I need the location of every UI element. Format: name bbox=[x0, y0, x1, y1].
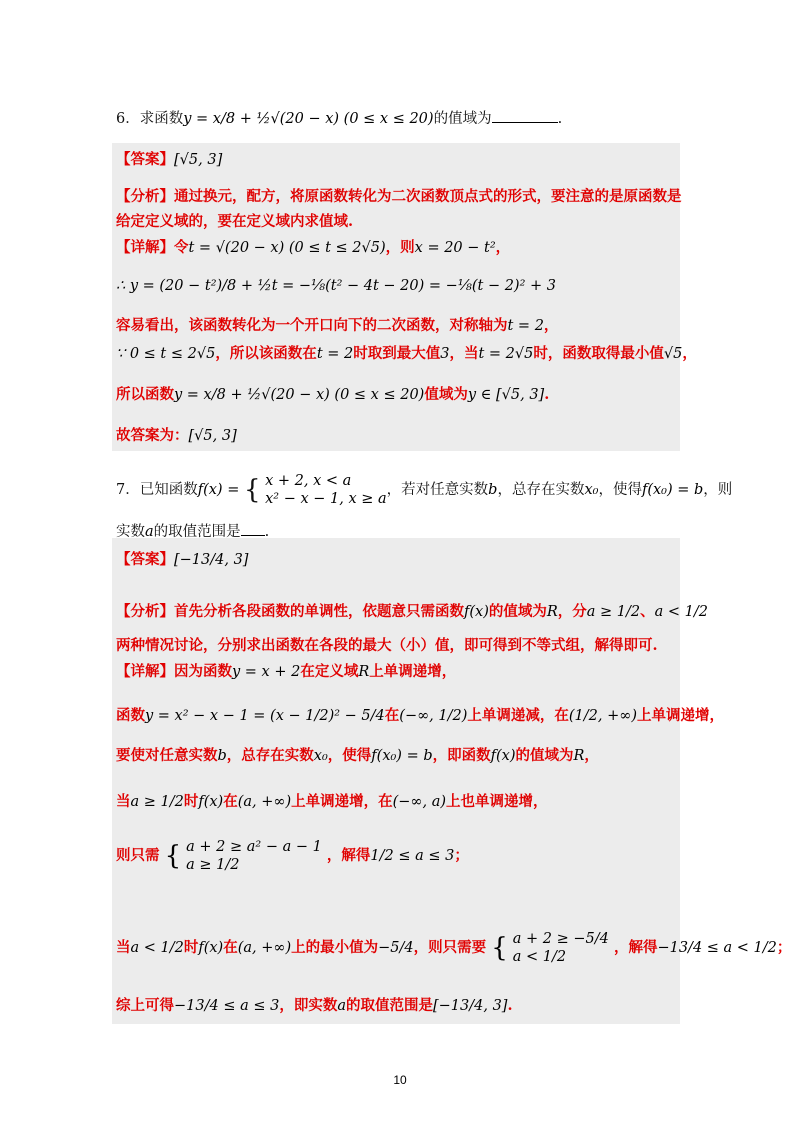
piecewise-brace: { bbox=[243, 475, 261, 505]
q7-case1: x + 2, x < a bbox=[265, 473, 352, 489]
q6-detail-line5: 所以函数y = x/8 + ½√(20 − x) (0 ≤ x ≤ 20)值域为y ∈ [√5, 3]. bbox=[116, 386, 550, 403]
q7-analysis: 【分析】首先分析各段函数的单调性，依题意只需函数f(x)的值域为R，分a ≥ 1/2、a < 1/2 bbox=[116, 603, 708, 620]
q6-detail-line2: ∴ y = (20 − t²)/8 + ½t = −⅛(t² − 4t − 20) = −⅛(t − 2)² + 3 bbox=[116, 278, 556, 294]
system-brace-2: { bbox=[491, 933, 508, 963]
q7-question-line2: 实数a的取值范围是 . bbox=[116, 521, 269, 542]
system-brace: { bbox=[164, 841, 182, 871]
q6-detail-line4: ∵ 0 ≤ t ≤ 2√5，所以该函数在t = 2时取到最大值3，当t = 2√5时，函数取得最小值√5， bbox=[116, 345, 697, 362]
q7-case2: x² − x − 1, x ≥ a bbox=[265, 491, 387, 507]
q7-detail-line6: 当a < 1/2时f(x)在(a, +∞)上的最小值为−5/4，则只需要 { a + 2 ≥ −5/4 a < 1/2 ，解得−13/4 ≤ a < 1/2； bbox=[116, 931, 792, 965]
q6-final-answer: 故答案为：[√5, 3] bbox=[116, 427, 237, 444]
q7-analysis-line2: 两种情况讨论，分别求出函数在各段的最大（小）值，即可得到不等式组，解得即可. bbox=[116, 637, 658, 654]
q6-detail-line3: 容易看出，该函数转化为一个开口向下的二次函数，对称轴为t = 2， bbox=[116, 317, 559, 334]
q6-answer: 【答案】[√5, 3] bbox=[116, 151, 223, 168]
q7-detail-line5: 则只需 { a + 2 ≥ a² − a − 1 a ≥ 1/2 ，解得1/2 ≤ a ≤ 3； bbox=[116, 839, 469, 873]
q7-detail-line1: 【详解】因为函数y = x + 2在定义域R上单调递增， bbox=[116, 663, 457, 680]
q7-detail-line4: 当a ≥ 1/2时f(x)在(a, +∞)上单调递增，在(−∞, a)上也单调递增， bbox=[116, 793, 548, 810]
q6-detail-line1: 【详解】令t = √(20 − x) (0 ≤ t ≤ 2√5)，则x = 20 − t²， bbox=[116, 239, 511, 256]
q7-answer: 【答案】[−13/4, 3] bbox=[116, 551, 249, 568]
q7-detail-line7: 综上可得−13/4 ≤ a ≤ 3，即实数a的取值范围是[−13/4, 3]. bbox=[116, 997, 513, 1014]
page-number: 10 bbox=[393, 1073, 407, 1087]
q6-analysis: 【分析】通过换元，配方，将原函数转化为二次函数顶点式的形式，要注意的是原函数是 bbox=[116, 188, 682, 205]
q6-question: 6．求函数y = x/8 + ½√(20 − x) (0 ≤ x ≤ 20)的值域为 . bbox=[116, 108, 562, 129]
q7-detail-line2: 函数y = x² − x − 1 = (x − 1/2)² − 5/4在(−∞, 1/2)上单调递减，在(1/2, +∞)上单调递增， bbox=[116, 707, 724, 724]
q7-question: 7．已知函数f(x) = { x + 2, x < a x² − x − 1, x ≥ a ，若对任意实数b，总存在实数x₀，使得f(x₀) = b，则 bbox=[116, 473, 733, 507]
q6-function: y = x/8 + ½√(20 − x) (0 ≤ x ≤ 20) bbox=[183, 111, 434, 127]
q6-analysis-line2: 给定定义域的，要在定义域内求值域. bbox=[116, 213, 354, 230]
q7-detail-line3: 要使对任意实数b，总存在实数x₀，使得f(x₀) = b，即函数f(x)的值域为R， bbox=[116, 747, 599, 764]
answer-blank bbox=[492, 108, 558, 123]
answer-blank bbox=[241, 521, 265, 536]
